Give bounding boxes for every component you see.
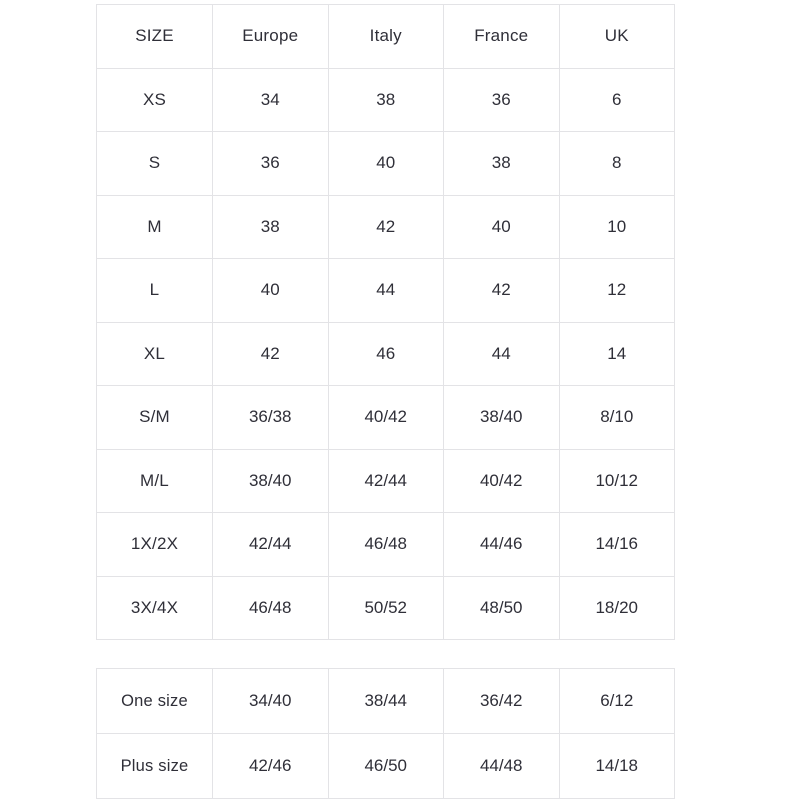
size-conversion-table <box>96 4 675 640</box>
cell-europe: 38/40 <box>213 449 329 513</box>
column-header-size: SIZE <box>97 5 213 69</box>
cell-italy: 40 <box>328 132 444 196</box>
cell-italy: 46/48 <box>328 513 444 577</box>
row-label: L <box>97 259 213 323</box>
cell-uk: 14/16 <box>559 513 675 577</box>
cell-europe: 42/46 <box>213 734 329 799</box>
cell-uk: 10/12 <box>559 449 675 513</box>
table-body <box>97 669 675 799</box>
table-row <box>97 68 675 132</box>
cell-italy: 40/42 <box>328 386 444 450</box>
cell-uk: 8 <box>559 132 675 196</box>
table-row <box>97 449 675 513</box>
cell-europe: 38 <box>213 195 329 259</box>
cell-italy: 38 <box>328 68 444 132</box>
row-label: M/L <box>97 449 213 513</box>
cell-uk: 12 <box>559 259 675 323</box>
row-label: XS <box>97 68 213 132</box>
cell-france: 38 <box>444 132 560 196</box>
cell-italy: 38/44 <box>328 669 444 734</box>
table-row <box>97 259 675 323</box>
cell-uk: 6/12 <box>559 669 675 734</box>
column-header-uk: UK <box>559 5 675 69</box>
cell-europe: 34/40 <box>213 669 329 734</box>
cell-italy: 46/50 <box>328 734 444 799</box>
table-row <box>97 734 675 799</box>
cell-uk: 6 <box>559 68 675 132</box>
cell-uk: 10 <box>559 195 675 259</box>
row-label: M <box>97 195 213 259</box>
table-body <box>97 68 675 640</box>
cell-france: 40 <box>444 195 560 259</box>
secondary-table-container <box>96 668 674 799</box>
table-header <box>97 5 675 69</box>
row-label: XL <box>97 322 213 386</box>
cell-france: 48/50 <box>444 576 560 640</box>
cell-europe: 36/38 <box>213 386 329 450</box>
one-size-plus-size-table <box>96 668 675 799</box>
cell-france: 44/48 <box>444 734 560 799</box>
table-row <box>97 195 675 259</box>
column-header-europe: Europe <box>213 5 329 69</box>
cell-europe: 42/44 <box>213 513 329 577</box>
cell-italy: 46 <box>328 322 444 386</box>
cell-france: 40/42 <box>444 449 560 513</box>
column-header-france: France <box>444 5 560 69</box>
cell-europe: 40 <box>213 259 329 323</box>
table-row <box>97 669 675 734</box>
cell-italy: 42/44 <box>328 449 444 513</box>
cell-uk: 14 <box>559 322 675 386</box>
cell-italy: 44 <box>328 259 444 323</box>
table-header-row <box>97 5 675 69</box>
cell-uk: 14/18 <box>559 734 675 799</box>
cell-europe: 42 <box>213 322 329 386</box>
cell-france: 44/46 <box>444 513 560 577</box>
cell-france: 36 <box>444 68 560 132</box>
cell-europe: 46/48 <box>213 576 329 640</box>
row-label: 3X/4X <box>97 576 213 640</box>
cell-france: 36/42 <box>444 669 560 734</box>
cell-uk: 18/20 <box>559 576 675 640</box>
row-label: Plus size <box>97 734 213 799</box>
row-label: S <box>97 132 213 196</box>
cell-europe: 36 <box>213 132 329 196</box>
table-row <box>97 322 675 386</box>
row-label: S/M <box>97 386 213 450</box>
cell-france: 42 <box>444 259 560 323</box>
table-row <box>97 576 675 640</box>
table-row <box>97 386 675 450</box>
column-header-italy: Italy <box>328 5 444 69</box>
cell-italy: 50/52 <box>328 576 444 640</box>
main-table-container <box>96 4 674 640</box>
row-label: 1X/2X <box>97 513 213 577</box>
cell-europe: 34 <box>213 68 329 132</box>
cell-france: 44 <box>444 322 560 386</box>
table-row <box>97 132 675 196</box>
cell-italy: 42 <box>328 195 444 259</box>
row-label: One size <box>97 669 213 734</box>
table-row <box>97 513 675 577</box>
cell-france: 38/40 <box>444 386 560 450</box>
cell-uk: 8/10 <box>559 386 675 450</box>
